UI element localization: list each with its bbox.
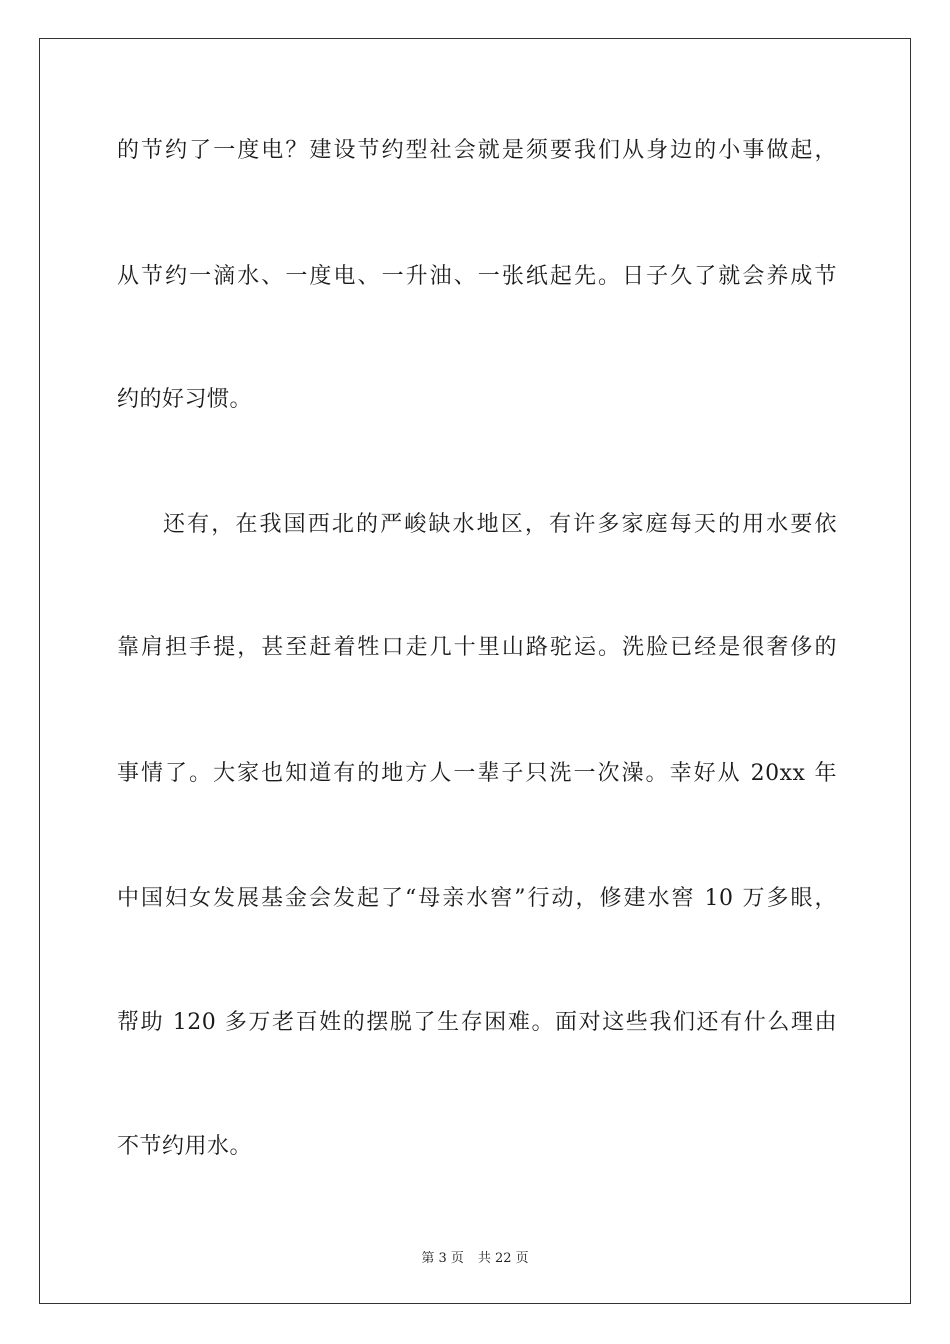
paragraph-line: 从节约一滴水、一度电、一升油、一张纸起先。日子久了就会养成节 <box>117 264 837 289</box>
paragraph-line: 还有，在我国西北的严峻缺水地区，有许多家庭每天的用水要依 <box>163 512 837 537</box>
page-total: 共 22 页 <box>477 1251 529 1266</box>
paragraph-line: 的节约了一度电？建设节约型社会就是须要我们从身边的小事做起， <box>117 138 837 163</box>
paragraph-line: 帮助 120 多万老百姓的摆脱了生存困难。面对这些我们还有什么理由 <box>117 1010 837 1035</box>
page-number: 第 3 页 <box>421 1251 464 1266</box>
paragraph-line: 事情了。大家也知道有的地方人一辈子只洗一次澡。幸好从 20xx 年 <box>117 761 837 786</box>
page-frame <box>39 38 911 1304</box>
paragraph-line: 中国妇女发展基金会发起了“母亲水窖”行动，修建水窖 10 万多眼， <box>117 886 837 911</box>
paragraph-line: 约的好习惯。 <box>117 387 253 412</box>
page-footer <box>0 1247 950 1266</box>
paragraph-line: 靠肩担手提，甚至赶着牲口走几十里山路驼运。洗脸已经是很奢侈的 <box>117 635 837 660</box>
paragraph-line: 不节约用水。 <box>117 1134 253 1159</box>
